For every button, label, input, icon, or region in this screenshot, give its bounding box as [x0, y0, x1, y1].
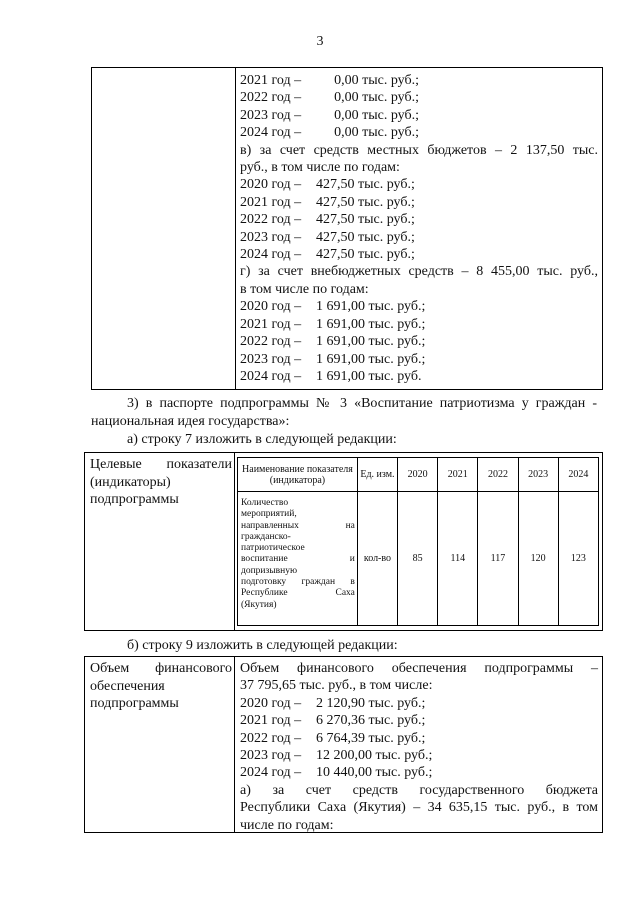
ind-left-line2: (индикаторы): [90, 474, 171, 490]
header-2023: 2023: [518, 458, 558, 492]
fund-border-left: [84, 656, 85, 833]
year-row: 2020 год – 2 120,90 тыс. руб.;: [240, 695, 426, 711]
ind-border-bottom: [84, 630, 603, 631]
fund-left-label: [90, 660, 232, 713]
top-table-content: [240, 72, 598, 385]
extra-budget-line: в том числе по годам:: [240, 281, 369, 297]
header-2024: 2024: [558, 458, 598, 492]
year-row: 2023 год – 427,50 тыс. руб.;: [240, 229, 415, 245]
top-table-border-right: [602, 67, 603, 390]
year-row: 2023 год – 1 691,00 тыс. руб.;: [240, 351, 426, 367]
year-row: 2023 год – 0,00 тыс. руб.;: [240, 107, 419, 123]
year-row: 2020 год – 1 691,00 тыс. руб.;: [240, 299, 426, 315]
value-2021: 114: [438, 492, 478, 626]
fund-right-content: [240, 660, 598, 834]
year-row: 2024 год – 427,50 тыс. руб.;: [240, 247, 415, 263]
ind-border-left: [84, 452, 85, 631]
fund-state-line1: а) за счет средств государственного бюджета: [240, 782, 598, 798]
fund-state-line3: числе по годам:: [240, 817, 334, 833]
year-row: 2022 год – 427,50 тыс. руб.;: [240, 212, 415, 228]
value-2022: 117: [478, 492, 518, 626]
indicators-table: [237, 457, 599, 626]
value-2020: 85: [398, 492, 438, 626]
top-table-divider: [235, 67, 236, 390]
header-2020: 2020: [398, 458, 438, 492]
indicator-name-cell: Количество мероприятий, направленных на гражданско- патриотическое воспитание и допризывную подготовку граждан в Республике Саха (Якутия): [238, 492, 358, 626]
top-table-border-top: [91, 67, 603, 68]
year-row: 2021 год – 1 691,00 тыс. руб.;: [240, 316, 426, 332]
year-row: 2022 год – 1 691,00 тыс. руб.;: [240, 334, 426, 350]
fund-state-line2: Республики Саха (Якутия) – 34 635,15 тыс. руб., в том: [240, 800, 598, 816]
year-row: 2021 год – 0,00 тыс. руб.;: [240, 73, 419, 88]
para3-line2: национальная идея государства»:: [91, 414, 290, 429]
ind-border-top: [84, 452, 603, 453]
ind-left-label: [90, 456, 232, 509]
header-indicator-name: Наименование показателя (индикатора): [238, 458, 358, 492]
year-row: 2020 год – 427,50 тыс. руб.;: [240, 177, 415, 193]
indicators-header-row: [238, 458, 599, 492]
year-row: 2021 год – 427,50 тыс. руб.;: [240, 194, 415, 210]
fund-intro-line2: 37 795,65 тыс. руб., в том числе:: [240, 678, 433, 694]
year-row: 2024 год – 10 440,00 тыс. руб.;: [240, 765, 433, 781]
local-budget-line: в) за счет средств местных бюджетов – 2 137,50 тыс.: [240, 142, 598, 158]
year-row: 2023 год – 12 200,00 тыс. руб.;: [240, 748, 433, 764]
year-row: 2024 год – 1 691,00 тыс. руб.: [240, 368, 422, 384]
para3a: а) строку 7 изложить в следующей редакции:: [127, 432, 397, 447]
fund-border-top: [84, 656, 603, 657]
fund-left-line2: обеспечения: [90, 678, 165, 694]
para3b: б) строку 9 изложить в следующей редакции:: [127, 638, 398, 653]
year-row: 2022 год – 0,00 тыс. руб.;: [240, 90, 419, 106]
local-budget-line: руб., в том числе по годам:: [240, 160, 400, 176]
header-2021: 2021: [438, 458, 478, 492]
indicators-data-row: [238, 492, 599, 626]
unit-cell: кол-во: [357, 492, 397, 626]
header-2022: 2022: [478, 458, 518, 492]
top-table-border-bottom: [91, 389, 603, 390]
ind-left-line1: Целевые показатели: [90, 457, 232, 472]
top-table-border-left: [91, 67, 92, 390]
year-row: 2022 год – 6 764,39 тыс. руб.;: [240, 730, 426, 746]
ind-border-right: [602, 452, 603, 631]
ind-divider: [234, 452, 235, 631]
header-unit: Ед. изм.: [357, 458, 397, 492]
fund-left-line3: подпрограммы: [90, 696, 179, 712]
value-2023: 120: [518, 492, 558, 626]
year-row: 2021 год – 6 270,36 тыс. руб.;: [240, 713, 426, 729]
fund-divider: [234, 656, 235, 833]
value-2024: 123: [558, 492, 598, 626]
fund-intro-line1: Объем финансового обеспечения подпрограммы –: [240, 661, 598, 676]
ind-left-line3: подпрограммы: [90, 492, 179, 508]
page-number: 3: [316, 34, 324, 49]
fund-left-line1: Объем финансового: [90, 661, 232, 676]
year-row: 2024 год – 0,00 тыс. руб.;: [240, 125, 419, 141]
extra-budget-line: г) за счет внебюджетных средств – 8 455,00 тыс. руб.,: [240, 264, 598, 280]
fund-border-right: [602, 656, 603, 833]
para3-line1: 3) в паспорте подпрограммы № 3 «Воспитание патриотизма у граждан -: [127, 396, 597, 411]
